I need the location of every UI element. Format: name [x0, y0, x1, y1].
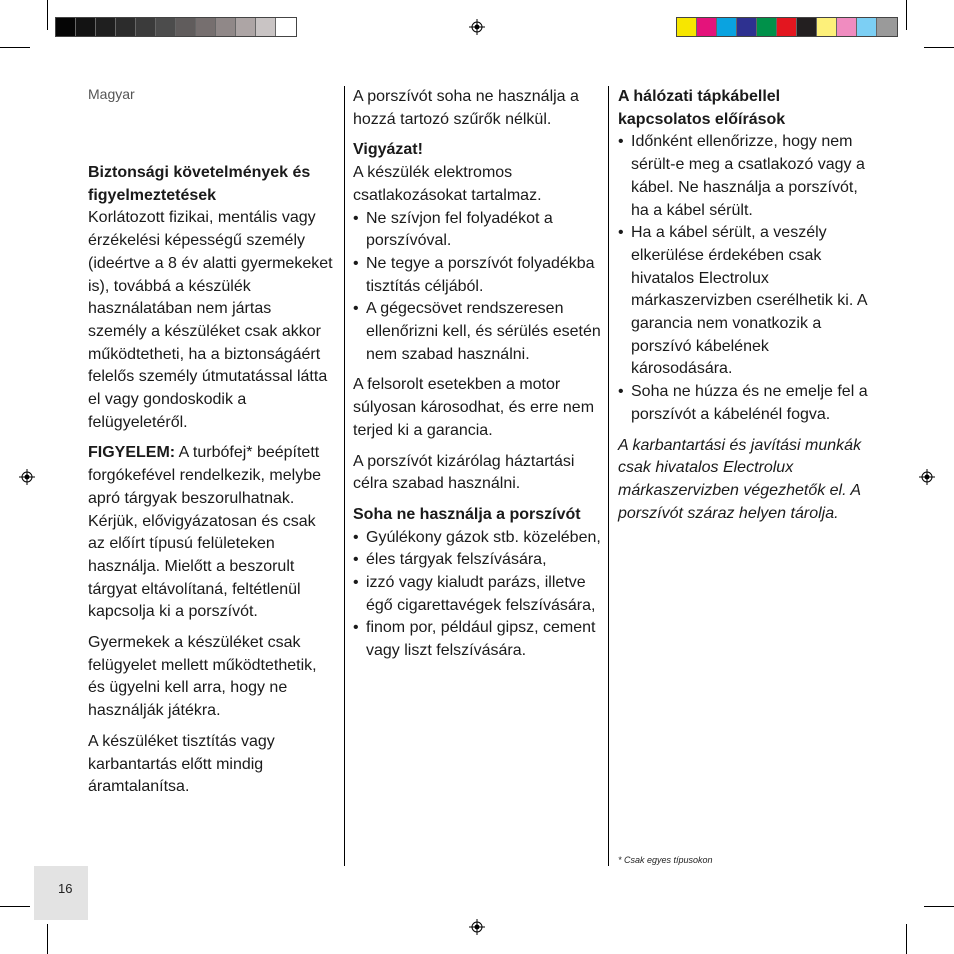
list-item: • éles tárgyak felszívására,	[353, 549, 601, 572]
column-3	[618, 86, 870, 533]
color-swatch	[677, 18, 697, 36]
column-divider	[344, 86, 345, 866]
color-swatch	[777, 18, 797, 36]
never-use-heading: Soha ne használja a porszívót	[353, 505, 581, 523]
unplug-paragraph: A készüléket tisztítás vagy karbantartás előtt mindig áramtalanítsa.	[88, 732, 275, 796]
list-item: • Ne tegye a porszívót folyadékba tisztítás céljából.	[353, 253, 601, 298]
grayscale-color-bar	[55, 17, 297, 37]
footnote: * Csak egyes típusokon	[618, 855, 713, 865]
color-swatch	[256, 18, 276, 36]
color-swatch	[156, 18, 176, 36]
filters-paragraph: A porszívót soha ne használja a hozzá tartozó szűrők nélkül.	[353, 88, 579, 128]
warning-label: FIGYELEM:	[88, 444, 176, 462]
column-divider	[608, 86, 609, 866]
cable-list	[618, 131, 870, 426]
crop-mark	[924, 906, 954, 907]
list-item: • izzó vagy kialudt parázs, illetve égő cigarettavégek felszívására,	[353, 572, 601, 617]
never-use-list	[353, 527, 601, 663]
list-item: • A gégecsövet rendszeresen ellenőrizni kell, és sérülés esetén nem szabad használni.	[353, 298, 601, 366]
color-swatch	[877, 18, 897, 36]
cable-heading: A hálózati tápkábellel kapcsolatos előírások	[618, 88, 786, 128]
caution-list	[353, 208, 601, 367]
color-swatch	[76, 18, 96, 36]
children-paragraph: Gyermekek a készüléket csak felügyelet mellett működtethetik, és ügyelni kell arra, hogy ne használják játékra.	[88, 634, 317, 720]
warning-text: A turbófej* beépített forgókefével rendelkezik, melybe apró tárgyak beszorulhatnak. Kérjük, elővigyázatosan és csak az előírt típusú felületeken használja. Mielőtt a beszorult tárgyat eltávolítaná, feltétlenül kapcsolja ki a porszívót.	[88, 444, 322, 621]
color-swatch	[797, 18, 817, 36]
safety-paragraph: Korlátozott fizikai, mentális vagy érzékelési képességű személy (ideértve a 8 év alatti gyermekeket is), továbbá a készülék használatában nem jártas személy a készüléket csak akkor működtetheti, ha a biztonságáért felelős személy útmutatással látta el vagy gondoskodik a felügyeletéről.	[88, 209, 333, 431]
page-number: 16	[58, 881, 73, 896]
list-item: • Időnként ellenőrizze, hogy nem sérült-e meg a csatlakozó vagy a kábel. Ne használja a porszívót, ha a kábel sérült.	[618, 131, 870, 222]
registration-mark-icon	[469, 919, 485, 935]
caution-paragraph: A készülék elektromos csatlakozásokat tartalmaz.	[353, 164, 542, 204]
language-label: Magyar	[88, 86, 135, 102]
list-item: • finom por, például gipsz, cement vagy liszt felszívására.	[353, 617, 601, 662]
color-swatch	[717, 18, 737, 36]
color-swatch	[96, 18, 116, 36]
color-swatch	[136, 18, 156, 36]
crop-mark	[47, 0, 48, 30]
color-swatch	[757, 18, 777, 36]
color-swatch	[176, 18, 196, 36]
color-swatch	[116, 18, 136, 36]
crop-mark	[906, 924, 907, 954]
color-swatch	[817, 18, 837, 36]
column-1	[88, 162, 334, 807]
crop-mark	[47, 924, 48, 954]
safety-heading: Biztonsági követelmények és figyelmeztetések	[88, 164, 311, 204]
color-swatch	[837, 18, 857, 36]
warning-paragraph	[88, 442, 334, 624]
crop-mark	[0, 47, 30, 48]
motor-paragraph: A felsorolt esetekben a motor súlyosan károsodhat, és erre nem terjed ki a garancia.	[353, 376, 595, 439]
crop-mark	[906, 0, 907, 30]
registration-mark-icon	[19, 469, 35, 485]
list-item: • Ne szívjon fel folyadékot a porszívóval.	[353, 208, 601, 253]
color-swatch	[276, 18, 296, 36]
registration-mark-icon	[919, 469, 935, 485]
list-item: • Ha a kábel sérült, a veszély elkerülése érdekében csak hivatalos Electrolux márkaszervizben cserélhetik ki. A garancia nem vonatkozik a porszívó kábelének károsodására.	[618, 222, 870, 381]
household-paragraph: A porszívót kizárólag háztartási célra szabad használni.	[353, 452, 575, 493]
caution-heading: Vigyázat!	[353, 141, 423, 159]
color-swatch	[196, 18, 216, 36]
registration-mark-icon	[469, 19, 485, 35]
list-item: • Gyúlékony gázok stb. közelében,	[353, 527, 601, 550]
color-swatch	[697, 18, 717, 36]
color-swatch	[737, 18, 757, 36]
color-swatch	[857, 18, 877, 36]
crop-mark	[924, 47, 954, 48]
crop-mark	[0, 906, 30, 907]
service-note: A karbantartási és javítási munkák csak hivatalos Electrolux márkaszervizben végezhetők el. A porszívót száraz helyen tárolja.	[618, 436, 862, 522]
list-item: • Soha ne húzza és ne emelje fel a porszívót a kábelénél fogva.	[618, 381, 870, 426]
cmyk-color-bar	[676, 17, 898, 37]
column-2	[353, 86, 601, 671]
color-swatch	[216, 18, 236, 36]
color-swatch	[236, 18, 256, 36]
color-swatch	[56, 18, 76, 36]
